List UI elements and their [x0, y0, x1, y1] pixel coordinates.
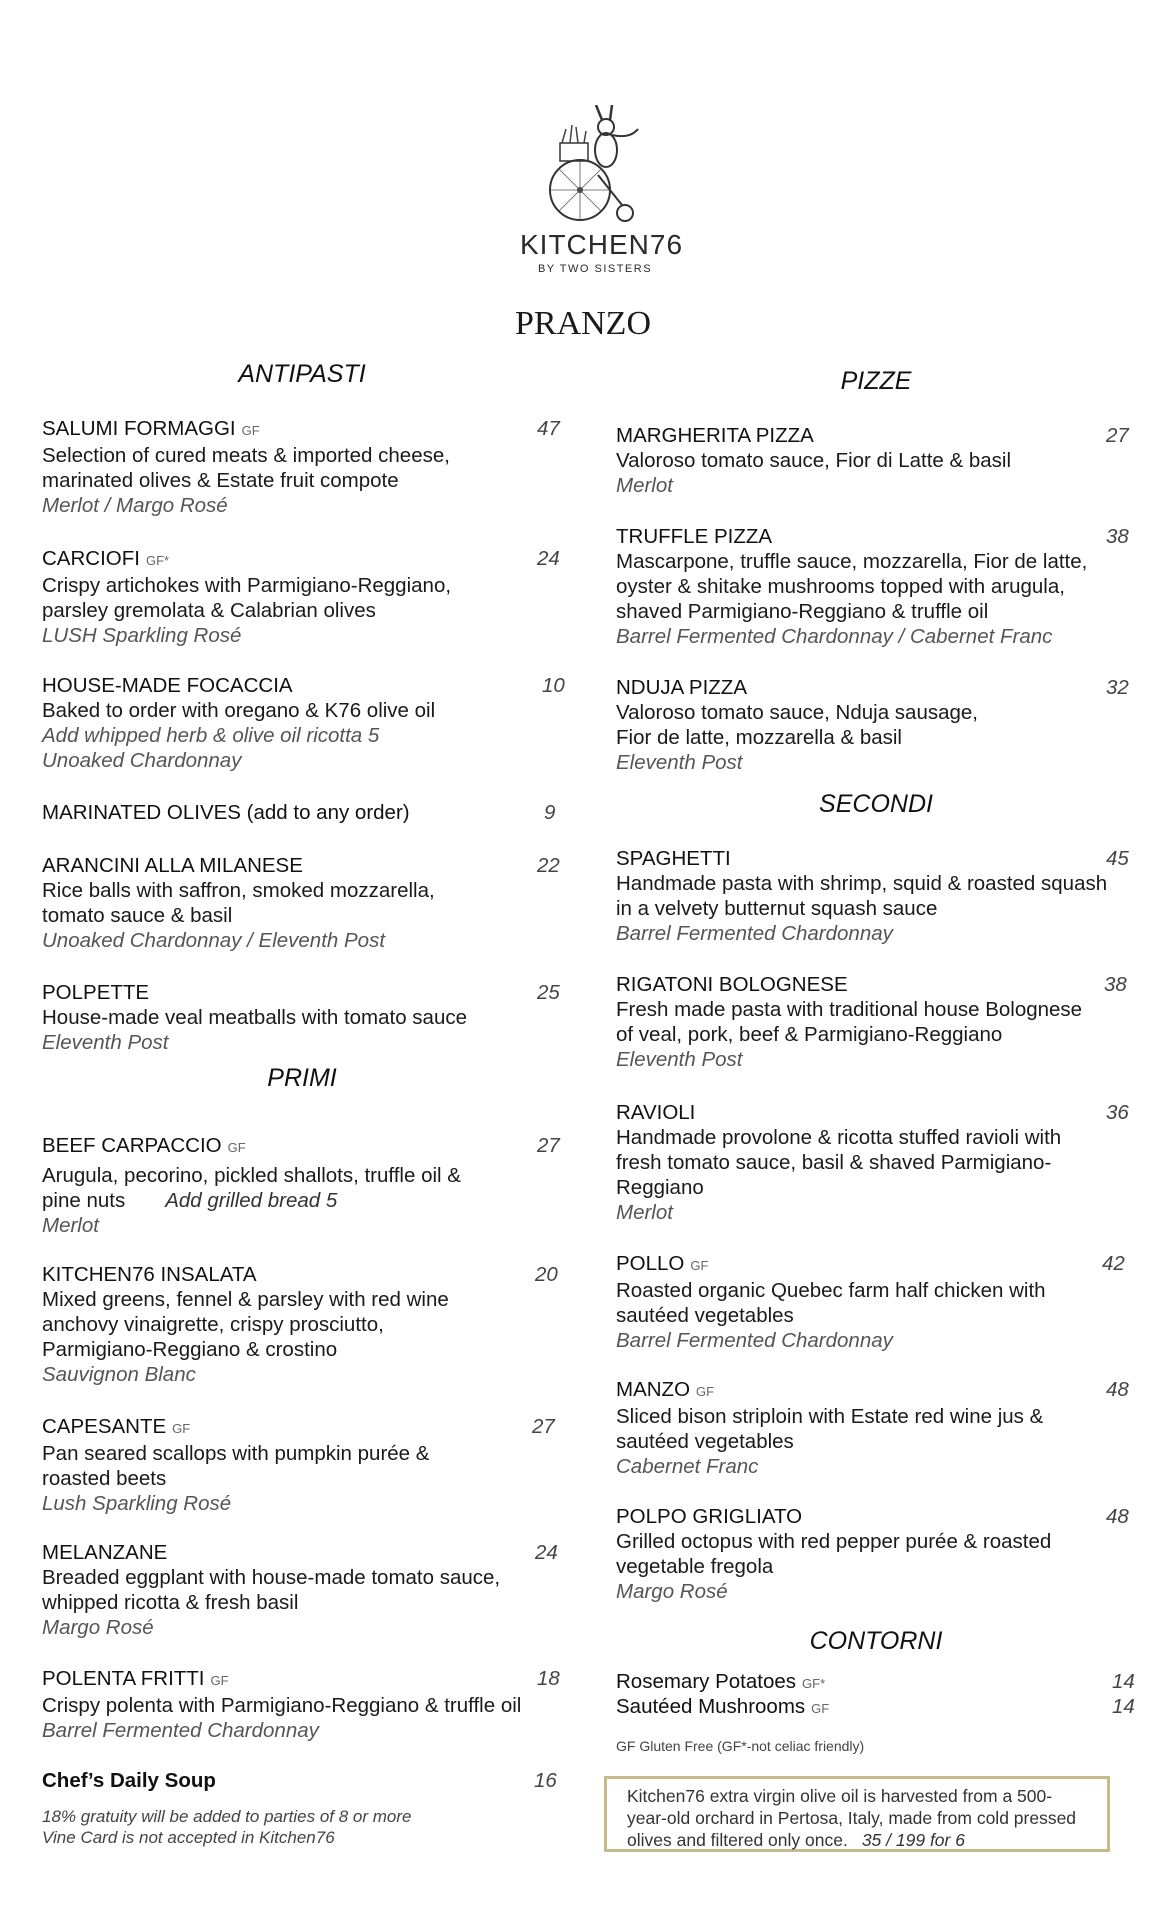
item-price: 36 [1106, 1101, 1129, 1124]
item-desc: shaved Parmigiano-Reggiano & truffle oil [616, 600, 989, 623]
item-addon: Add whipped herb & olive oil ricotta 5 [42, 724, 380, 747]
wine-pairing: Eleventh Post [42, 1031, 169, 1054]
item-desc: Crispy artichokes with Parmigiano-Reggiano, [42, 574, 452, 597]
item-desc: roasted beets [42, 1467, 167, 1490]
item-price: 24 [537, 547, 560, 570]
gf-badge: GF [696, 1384, 715, 1399]
menu-item [616, 846, 1136, 946]
item-desc: Mascarpone, truffle sauce, mozzarella, Fior de latte, [616, 550, 1088, 573]
item-desc: marinated olives & Estate fruit compote [42, 469, 399, 492]
item-desc: Valoroso tomato sauce, Nduja sausage, [616, 701, 979, 724]
item-desc: Reggiano [616, 1176, 704, 1199]
item-name: KITCHEN76 INSALATA [42, 1263, 257, 1286]
item-name: Chef’s Daily Soup [42, 1769, 216, 1792]
gf-badge: GF [241, 423, 260, 438]
wine-pairing: Unoaked Chardonnay / Eleventh Post [42, 929, 386, 952]
item-name: RIGATONI BOLOGNESE [616, 973, 848, 996]
item-name: RAVIOLI [616, 1101, 696, 1124]
olive-oil-text: Kitchen76 extra virgin olive oil is harvested from a 500- [627, 1786, 1053, 1806]
item-name: HOUSE-MADE FOCACCIA [42, 674, 293, 697]
item-desc: pine nuts [42, 1189, 126, 1212]
item-name: MARINATED OLIVES (add to any order) [42, 801, 410, 824]
item-desc: Rice balls with saffron, smoked mozzarella, [42, 879, 435, 902]
item-name: CAPESANTE [42, 1415, 167, 1438]
item-desc: Mixed greens, fennel & parsley with red wine [42, 1288, 449, 1311]
item-desc: Parmigiano-Reggiano & crostino [42, 1338, 338, 1361]
brand-tagline: BY TWO SISTERS [537, 263, 653, 275]
item-desc: Roasted organic Quebec farm half chicken with [616, 1279, 1046, 1302]
menu-item [616, 1504, 1136, 1604]
item-desc: Arugula, pecorino, pickled shallots, truffle oil & [42, 1164, 461, 1187]
item-name: POLPO GRIGLIATO [616, 1505, 803, 1528]
item-desc: Fior de latte, mozzarella & basil [616, 726, 902, 749]
wine-pairing: Barrel Fermented Chardonnay [42, 1719, 319, 1742]
item-name: BEEF CARPACCIO [42, 1134, 222, 1157]
item-desc: Breaded eggplant with house-made tomato sauce, [42, 1566, 501, 1589]
olive-oil-price: 35 / 199 for 6 [861, 1830, 965, 1850]
wine-pairing: LUSH Sparkling Rosé [42, 624, 242, 647]
footnotes [42, 1806, 411, 1848]
item-price: 47 [537, 417, 560, 440]
item-desc: House-made veal meatballs with tomato sauce [42, 1006, 468, 1029]
menu-item [42, 980, 562, 1055]
item-price: 14 [1112, 1670, 1135, 1693]
item-name: POLPETTE [42, 981, 150, 1004]
item-desc: Baked to order with oregano & K76 olive oil [42, 699, 436, 722]
gratuity-note: 18% gratuity will be added to parties of 8 or more [42, 1807, 412, 1826]
wine-pairing: Barrel Fermented Chardonnay [616, 1329, 893, 1352]
restaurant-logo [520, 105, 684, 275]
menu-item [42, 853, 562, 953]
item-name: SALUMI FORMAGGI [42, 417, 236, 440]
item-price: 42 [1102, 1252, 1125, 1275]
wine-pairing: Merlot [616, 1201, 673, 1224]
rabbit-on-penny-farthing-icon [540, 105, 650, 225]
wine-pairing: Merlot [616, 474, 673, 497]
item-desc: Handmade pasta with shrimp, squid & roasted squash [616, 872, 1108, 895]
item-name: MARGHERITA PIZZA [616, 424, 814, 447]
item-name: POLENTA FRITTI [42, 1667, 205, 1690]
item-addon: Add grilled bread 5 [165, 1189, 338, 1212]
item-name: Rosemary Potatoes [616, 1670, 797, 1693]
item-desc: Crispy polenta with Parmigiano-Reggiano & truffle oil [42, 1694, 522, 1717]
menu-item [616, 675, 1136, 775]
item-price: 22 [537, 854, 560, 877]
item-name: Sautéed Mushrooms [616, 1695, 806, 1718]
item-price: 45 [1106, 847, 1129, 870]
olive-oil-text: olives and filtered only once. [627, 1830, 848, 1850]
gluten-free-legend: GF Gluten Free (GF*-not celiac friendly) [616, 1738, 865, 1754]
item-price: 48 [1106, 1505, 1129, 1528]
item-name: ARANCINI ALLA MILANESE [42, 854, 303, 877]
item-desc: Fresh made pasta with traditional house Bolognese [616, 998, 1083, 1021]
item-desc: tomato sauce & basil [42, 904, 233, 927]
section-secondi: SECONDI [819, 790, 933, 818]
item-price: 27 [537, 1134, 560, 1157]
item-price: 32 [1106, 676, 1129, 699]
item-desc: sautéed vegetables [616, 1430, 794, 1453]
item-desc: in a velvety butternut squash sauce [616, 897, 938, 920]
wine-pairing: Cabernet Franc [616, 1455, 759, 1478]
menu-item [42, 1133, 562, 1238]
item-price: 38 [1104, 973, 1127, 996]
gf-badge: GF [690, 1258, 709, 1273]
item-name: MANZO [616, 1378, 691, 1401]
section-primi: PRIMI [267, 1064, 337, 1092]
wine-pairing: Merlot [42, 1214, 99, 1237]
item-desc: Pan seared scallops with pumpkin purée & [42, 1442, 430, 1465]
menu-item [42, 1414, 562, 1516]
menu-item [42, 1666, 562, 1743]
item-name: NDUJA PIZZA [616, 676, 747, 699]
item-desc: anchovy vinaigrette, crispy prosciutto, [42, 1313, 384, 1336]
menu-item [616, 1100, 1136, 1225]
wine-pairing: Unoaked Chardonnay [42, 749, 242, 772]
item-desc: Grilled octopus with red pepper purée & roasted [616, 1530, 1052, 1553]
item-price: 24 [535, 1541, 558, 1564]
gf-badge: GF* [802, 1676, 826, 1691]
wine-pairing: Barrel Fermented Chardonnay [616, 922, 893, 945]
item-price: 14 [1112, 1695, 1135, 1718]
section-antipasti: ANTIPASTI [238, 360, 366, 388]
wine-pairing: Margo Rosé [616, 1580, 728, 1603]
item-price: 27 [532, 1415, 555, 1438]
item-price: 20 [535, 1263, 558, 1286]
menu-item [616, 1377, 1136, 1479]
menu-item [42, 1540, 562, 1640]
olive-oil-callout [604, 1776, 1110, 1852]
gf-badge: GF [227, 1140, 246, 1155]
item-desc: Handmade provolone & ricotta stuffed ravioli with [616, 1126, 1062, 1149]
menu-item [616, 423, 1136, 498]
brand-name: KITCHEN76 [520, 229, 684, 260]
gf-badge: GF* [145, 553, 170, 568]
section-pizze: PIZZE [840, 367, 912, 395]
item-desc: of veal, pork, beef & Parmigiano-Reggiano [616, 1023, 1003, 1046]
item-name: TRUFFLE PIZZA [616, 525, 773, 548]
wine-pairing: Eleventh Post [616, 1048, 743, 1071]
item-desc: parsley gremolata & Calabrian olives [42, 599, 376, 622]
gf-badge: GF [210, 1673, 229, 1688]
wine-pairing: Eleventh Post [616, 751, 743, 774]
wine-pairing: Sauvignon Blanc [42, 1363, 196, 1386]
section-contorni: CONTORNI [809, 1627, 943, 1655]
item-price: 16 [534, 1769, 557, 1792]
menu-item [42, 1768, 562, 1793]
item-name: CARCIOFI [42, 547, 140, 570]
item-price: 38 [1106, 525, 1129, 548]
wine-pairing: Margo Rosé [42, 1616, 154, 1639]
gf-badge: GF [811, 1701, 830, 1716]
menu-item [616, 972, 1136, 1072]
menu-item [616, 1669, 1136, 1696]
menu-item [42, 1262, 562, 1387]
item-desc: oyster & shitake mushrooms topped with arugula, [616, 575, 1065, 598]
wine-pairing: Barrel Fermented Chardonnay / Cabernet Franc [616, 625, 1053, 648]
menu-item [616, 524, 1136, 649]
menu-item [616, 1694, 1136, 1721]
menu-item [616, 1251, 1136, 1353]
item-desc: Selection of cured meats & imported cheese, [42, 444, 450, 467]
item-desc: Valoroso tomato sauce, Fior di Latte & basil [616, 449, 1012, 472]
item-desc: vegetable fregola [616, 1555, 774, 1578]
menu-item [42, 800, 562, 825]
menu-item [42, 546, 562, 648]
menu-item [42, 673, 565, 773]
page-title: PRANZO [514, 305, 652, 342]
menu-item [42, 416, 562, 518]
olive-oil-text: year-old orchard in Pertosa, Italy, made from cold pressed [627, 1808, 1077, 1828]
item-price: 27 [1106, 424, 1129, 447]
item-desc: whipped ricotta & fresh basil [42, 1591, 299, 1614]
wine-pairing: Merlot / Margo Rosé [42, 494, 228, 517]
item-desc: Sliced bison striploin with Estate red wine jus & [616, 1405, 1044, 1428]
item-price: 18 [537, 1667, 560, 1690]
item-desc: sautéed vegetables [616, 1304, 794, 1327]
wine-pairing: Lush Sparkling Rosé [42, 1492, 232, 1515]
item-price: 9 [544, 801, 556, 824]
item-desc: fresh tomato sauce, basil & shaved Parmigiano- [616, 1151, 1052, 1174]
item-name: POLLO [616, 1252, 685, 1275]
item-price: 10 [542, 674, 565, 697]
gf-badge: GF [172, 1421, 191, 1436]
item-price: 25 [537, 981, 560, 1004]
item-name: SPAGHETTI [616, 847, 731, 870]
vine-card-note: Vine Card is not accepted in Kitchen76 [42, 1828, 335, 1847]
item-name: MELANZANE [42, 1541, 168, 1564]
item-price: 48 [1106, 1378, 1129, 1401]
